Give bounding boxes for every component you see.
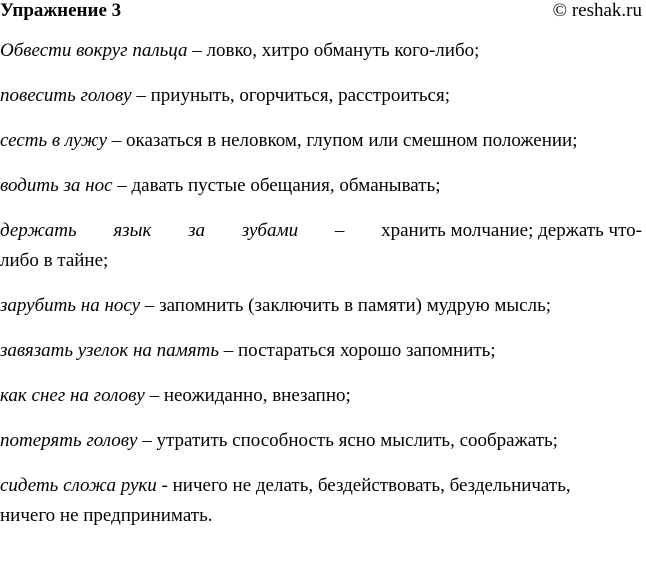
idiom-meaning-continuation: ничего не предпринимать.: [0, 505, 213, 526]
idiom-entry: [0, 426, 642, 456]
idiom-meaning: постараться хорошо запомнить;: [237, 340, 496, 361]
idiom-meaning-continuation: либо в тайне;: [0, 250, 109, 271]
idiom-separator: –: [140, 295, 160, 316]
idiom-separator: –: [107, 130, 127, 151]
idiom-entry: [0, 336, 642, 366]
idiom-meaning: утратить способность ясно мыслить, соображать;: [156, 430, 558, 451]
idiom-phrase: сесть в лужу: [0, 130, 108, 151]
copyright-label: © reshak.ru: [552, 0, 642, 21]
idiom-entry: [0, 291, 642, 321]
idiom-phrase-word: язык: [113, 220, 152, 241]
idiom-separator: –: [144, 385, 164, 406]
idiom-meaning: ничего не делать, бездействовать, бездельничать,: [172, 475, 571, 496]
idiom-phrase-word: держать: [0, 220, 77, 241]
idiom-phrase: потерять голову: [0, 430, 138, 451]
idiom-entry: [0, 471, 642, 531]
idiom-separator: –: [112, 175, 132, 196]
idiom-entry: [0, 171, 642, 201]
idiom-meaning: хранить молчание; держать что-: [381, 220, 642, 241]
idiom-meaning: ловко, хитро обмануть кого-либо;: [206, 40, 480, 61]
idiom-phrase-word: за: [188, 220, 205, 241]
idiom-separator: –: [334, 220, 345, 241]
idiom-entry: [0, 36, 642, 66]
idiom-entry: [0, 216, 642, 276]
idiom-meaning: приуныть, огорчиться, расстроиться;: [150, 85, 450, 106]
idiom-separator: –: [218, 340, 238, 361]
idiom-phrase: Обвести вокруг пальца: [0, 40, 188, 61]
idiom-entry: [0, 81, 642, 111]
idiom-list: [0, 36, 642, 546]
idiom-phrase: как снег на голову: [0, 385, 145, 406]
idiom-separator: –: [131, 85, 151, 106]
idiom-meaning: запомнить (заключить в памяти) мудрую мысль;: [159, 295, 552, 316]
idiom-phrase: водить за нос: [0, 175, 113, 196]
idiom-phrase: сидеть сложа руки: [0, 475, 157, 496]
idiom-phrase-word: зубами: [241, 220, 299, 241]
idiom-first-line: [0, 216, 642, 246]
idiom-entry: [0, 126, 642, 156]
idiom-entry: [0, 381, 642, 411]
idiom-phrase: зарубить на носу: [0, 295, 141, 316]
idiom-meaning: оказаться в неловком, глупом или смешном положении;: [126, 130, 578, 151]
idiom-separator: -: [156, 475, 173, 496]
idiom-separator: –: [187, 40, 207, 61]
exercise-title: Упражнение 3: [0, 0, 122, 21]
idiom-meaning: давать пустые обещания, обманывать;: [131, 175, 441, 196]
idiom-meaning: неожиданно, внезапно;: [163, 385, 351, 406]
page-header: [0, 0, 646, 24]
idiom-phrase: повесить голову: [0, 85, 132, 106]
idiom-phrase: завязать узелок на память: [0, 340, 219, 361]
idiom-separator: –: [137, 430, 157, 451]
